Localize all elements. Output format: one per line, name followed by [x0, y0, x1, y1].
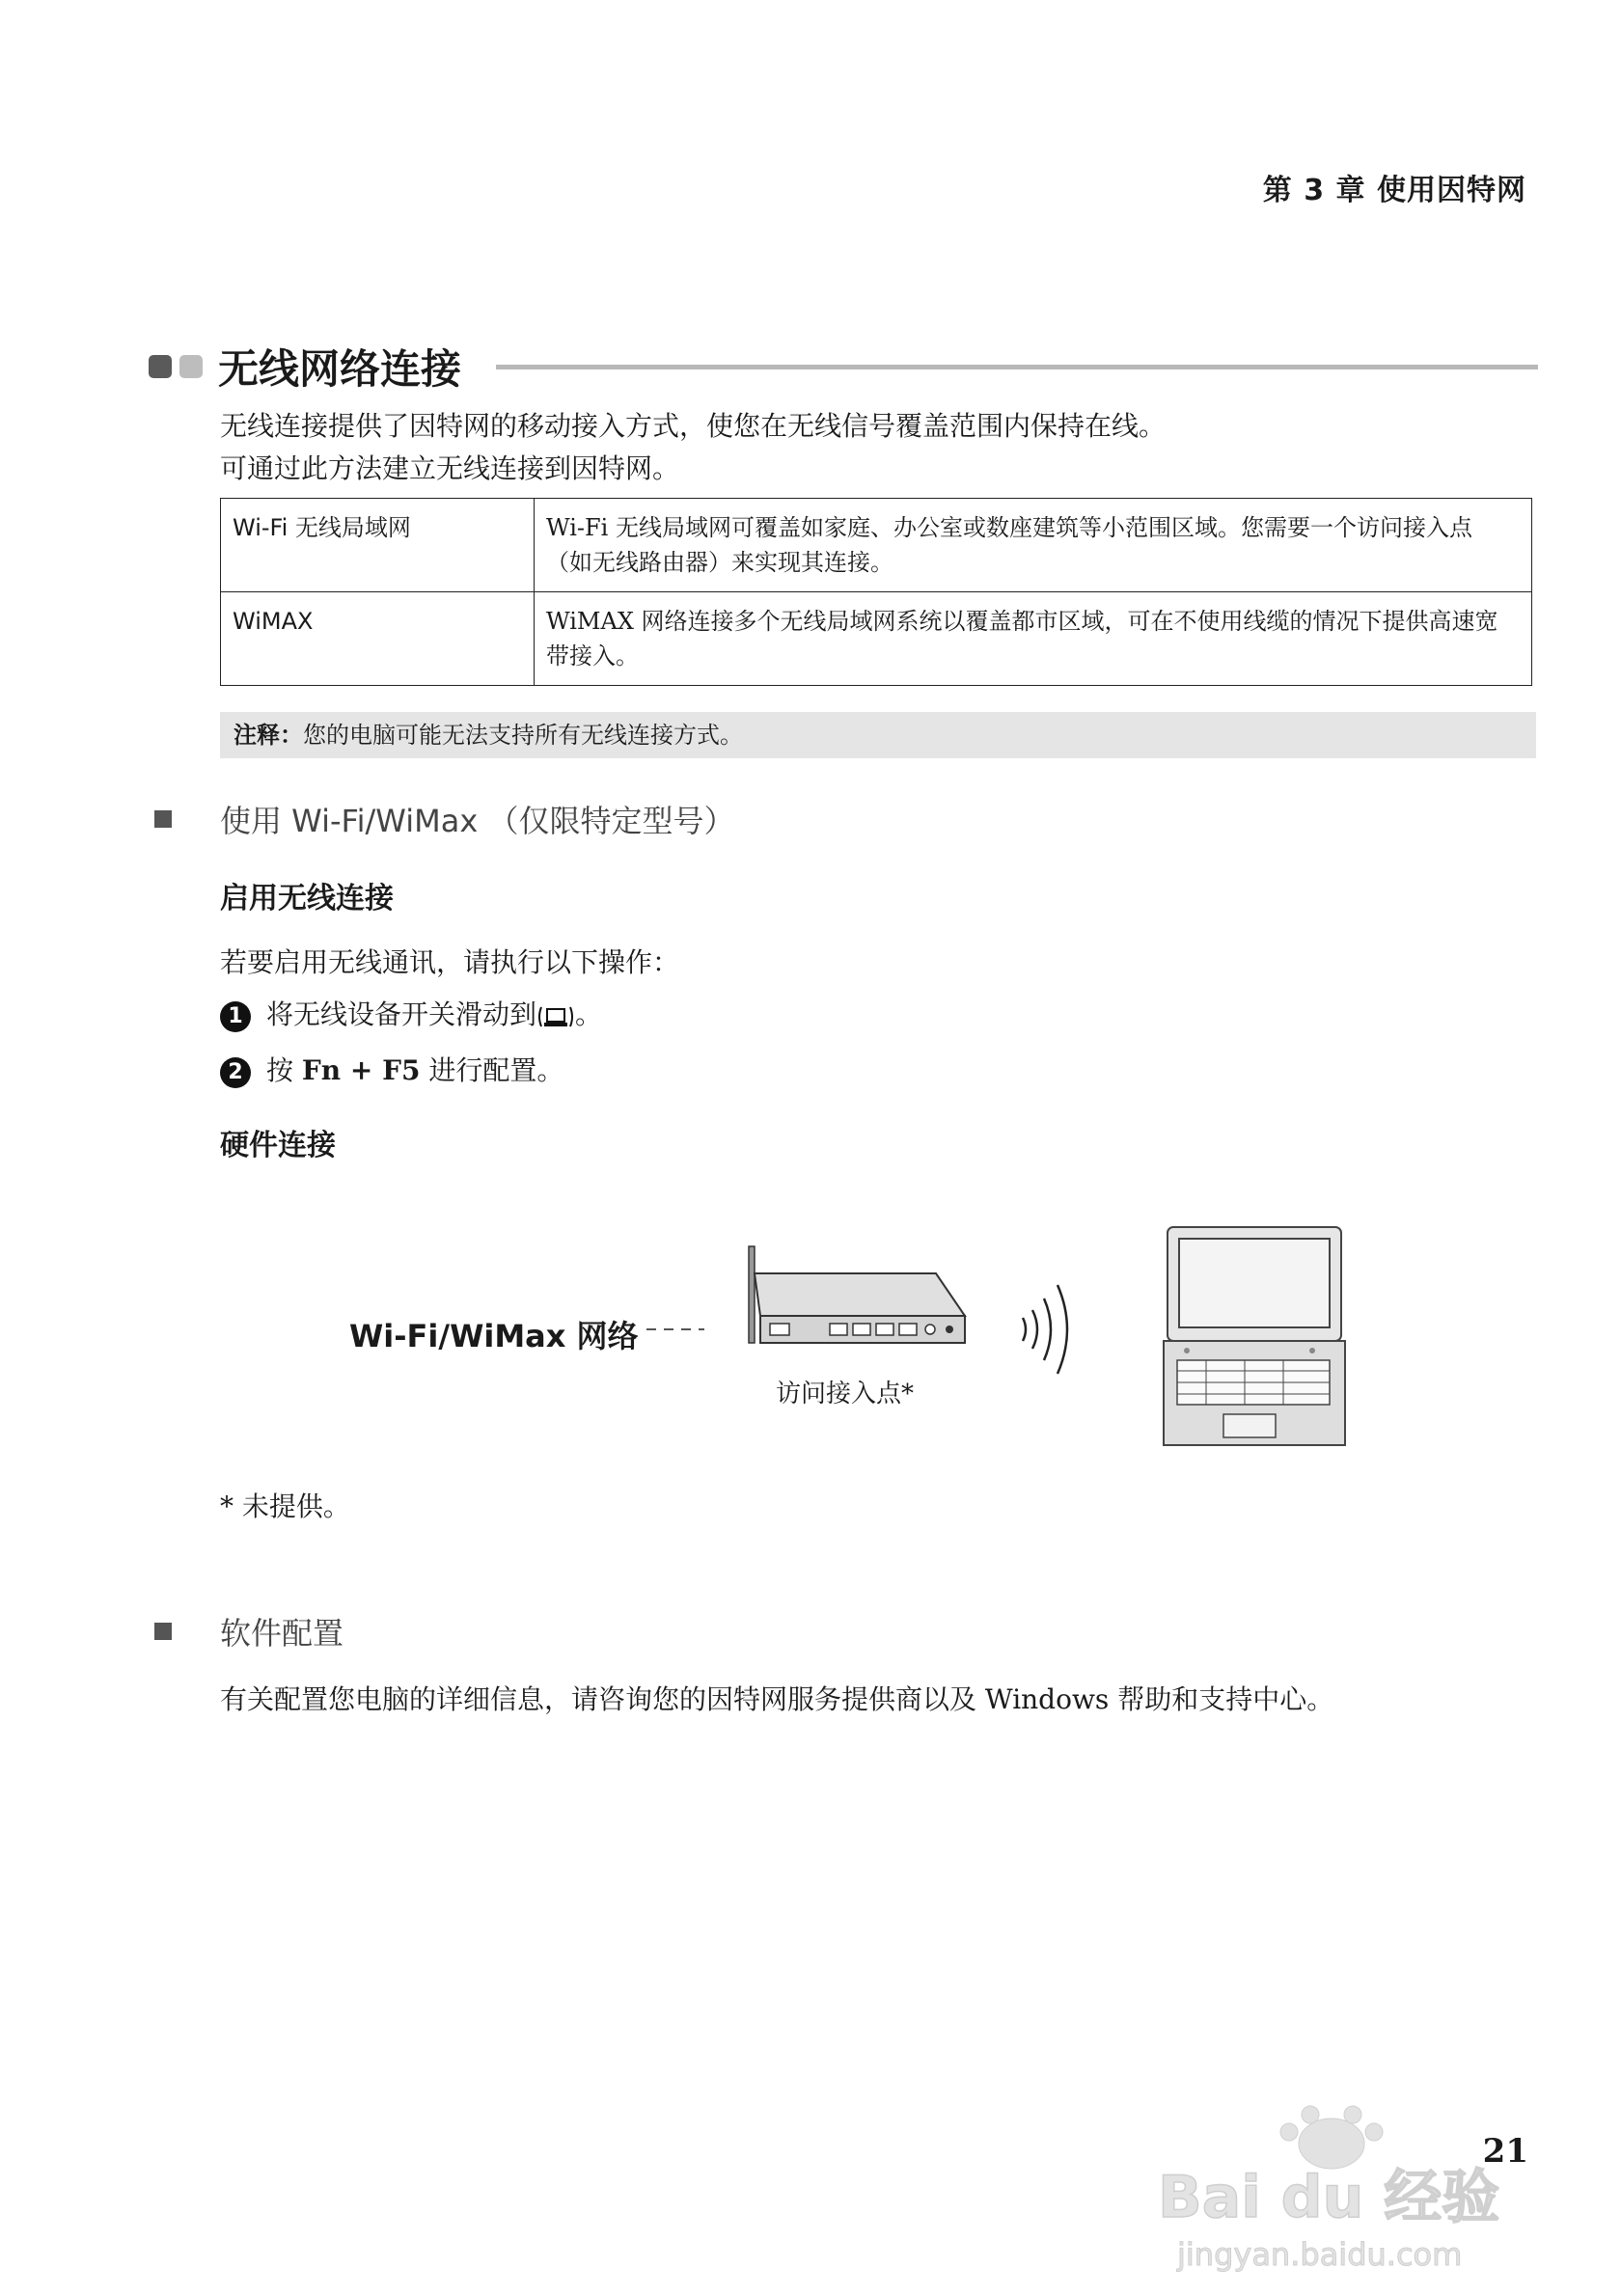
software-paragraph: 有关配置您电脑的详细信息，请咨询您的因特网服务提供商以及 Windows 帮助和支持中心。 — [220, 1683, 1334, 1715]
baidu-watermark — [1139, 2093, 1544, 2286]
hardware-heading: 硬件连接 — [220, 1129, 336, 1162]
footnote: * 未提供。 — [220, 1490, 350, 1522]
intro-line-2: 可通过此方法建立无线连接到因特网。 — [220, 452, 680, 484]
chapter-header: 第 3 章 使用因特网 — [1262, 174, 1526, 207]
table-cell-desc: Wi-Fi 无线局域网可覆盖如家庭、办公室或数座建筑等小范围区域。您需要一个访问接入点 （如无线路由器）来实现其连接。 — [535, 499, 1532, 592]
note-box — [220, 712, 1536, 758]
table-cell-name: Wi-Fi 无线局域网 — [221, 499, 535, 592]
section-title: 无线网络连接 — [218, 345, 462, 393]
network-label: Wi-Fi/WiMax 网络 — [349, 1318, 639, 1354]
table-cell-name: WiMAX — [221, 592, 535, 686]
page-number: 21 — [1482, 2132, 1528, 2171]
wireless-types-table — [220, 498, 1532, 686]
square-bullet-icon — [154, 1623, 172, 1640]
step-1-text: 将无线设备开关滑动到 — [266, 998, 537, 1030]
step-2-post: 进行配置。 — [420, 1054, 564, 1086]
step-2-pre: 按 — [266, 1054, 302, 1086]
watermark-url: jingyan.baidu.com — [1177, 2236, 1463, 2273]
steps-intro: 若要启用无线通讯，请执行以下操作： — [220, 946, 680, 978]
router-icon — [749, 1246, 965, 1343]
step-number: 2 — [220, 1057, 251, 1088]
section-bullet-light — [179, 355, 203, 378]
signal-waves-icon — [1023, 1285, 1067, 1374]
laptop-icon — [1164, 1227, 1345, 1445]
step-1 — [220, 994, 602, 1036]
software-heading: 软件配置 — [220, 1615, 344, 1652]
step-2 — [220, 1050, 563, 1092]
section-title-row — [149, 338, 1538, 396]
note-text: 您的电脑可能无法支持所有无线连接方式。 — [303, 722, 743, 749]
enable-heading: 启用无线连接 — [220, 882, 394, 916]
section-bullet-dark — [149, 355, 172, 378]
table-cell-desc: WiMAX 网络连接多个无线局域网系统以覆盖都市区域，可在不使用线缆的情况下提供高速宽带接入。 — [535, 592, 1532, 686]
intro-paragraph — [220, 405, 1513, 490]
table-row — [221, 499, 1532, 592]
note-label: 注释： — [234, 722, 303, 749]
key-combo: Fn + F5 — [301, 1054, 421, 1086]
table-row — [221, 592, 1532, 686]
wireless-switch-icon — [536, 1003, 575, 1030]
access-point-label: 访问接入点* — [776, 1380, 915, 1408]
watermark-brand: Bai du 经验 — [1158, 2164, 1500, 2231]
section-rule — [496, 365, 1538, 369]
step-number: 1 — [220, 1001, 251, 1032]
intro-line-1: 无线连接提供了因特网的移动接入方式，使您在无线信号覆盖范围内保持在线。 — [220, 410, 1167, 442]
square-bullet-icon — [154, 810, 172, 828]
wifi-heading: 使用 Wi-Fi/WiMax （仅限特定型号） — [220, 803, 735, 839]
step-1-end: 。 — [575, 998, 603, 1030]
